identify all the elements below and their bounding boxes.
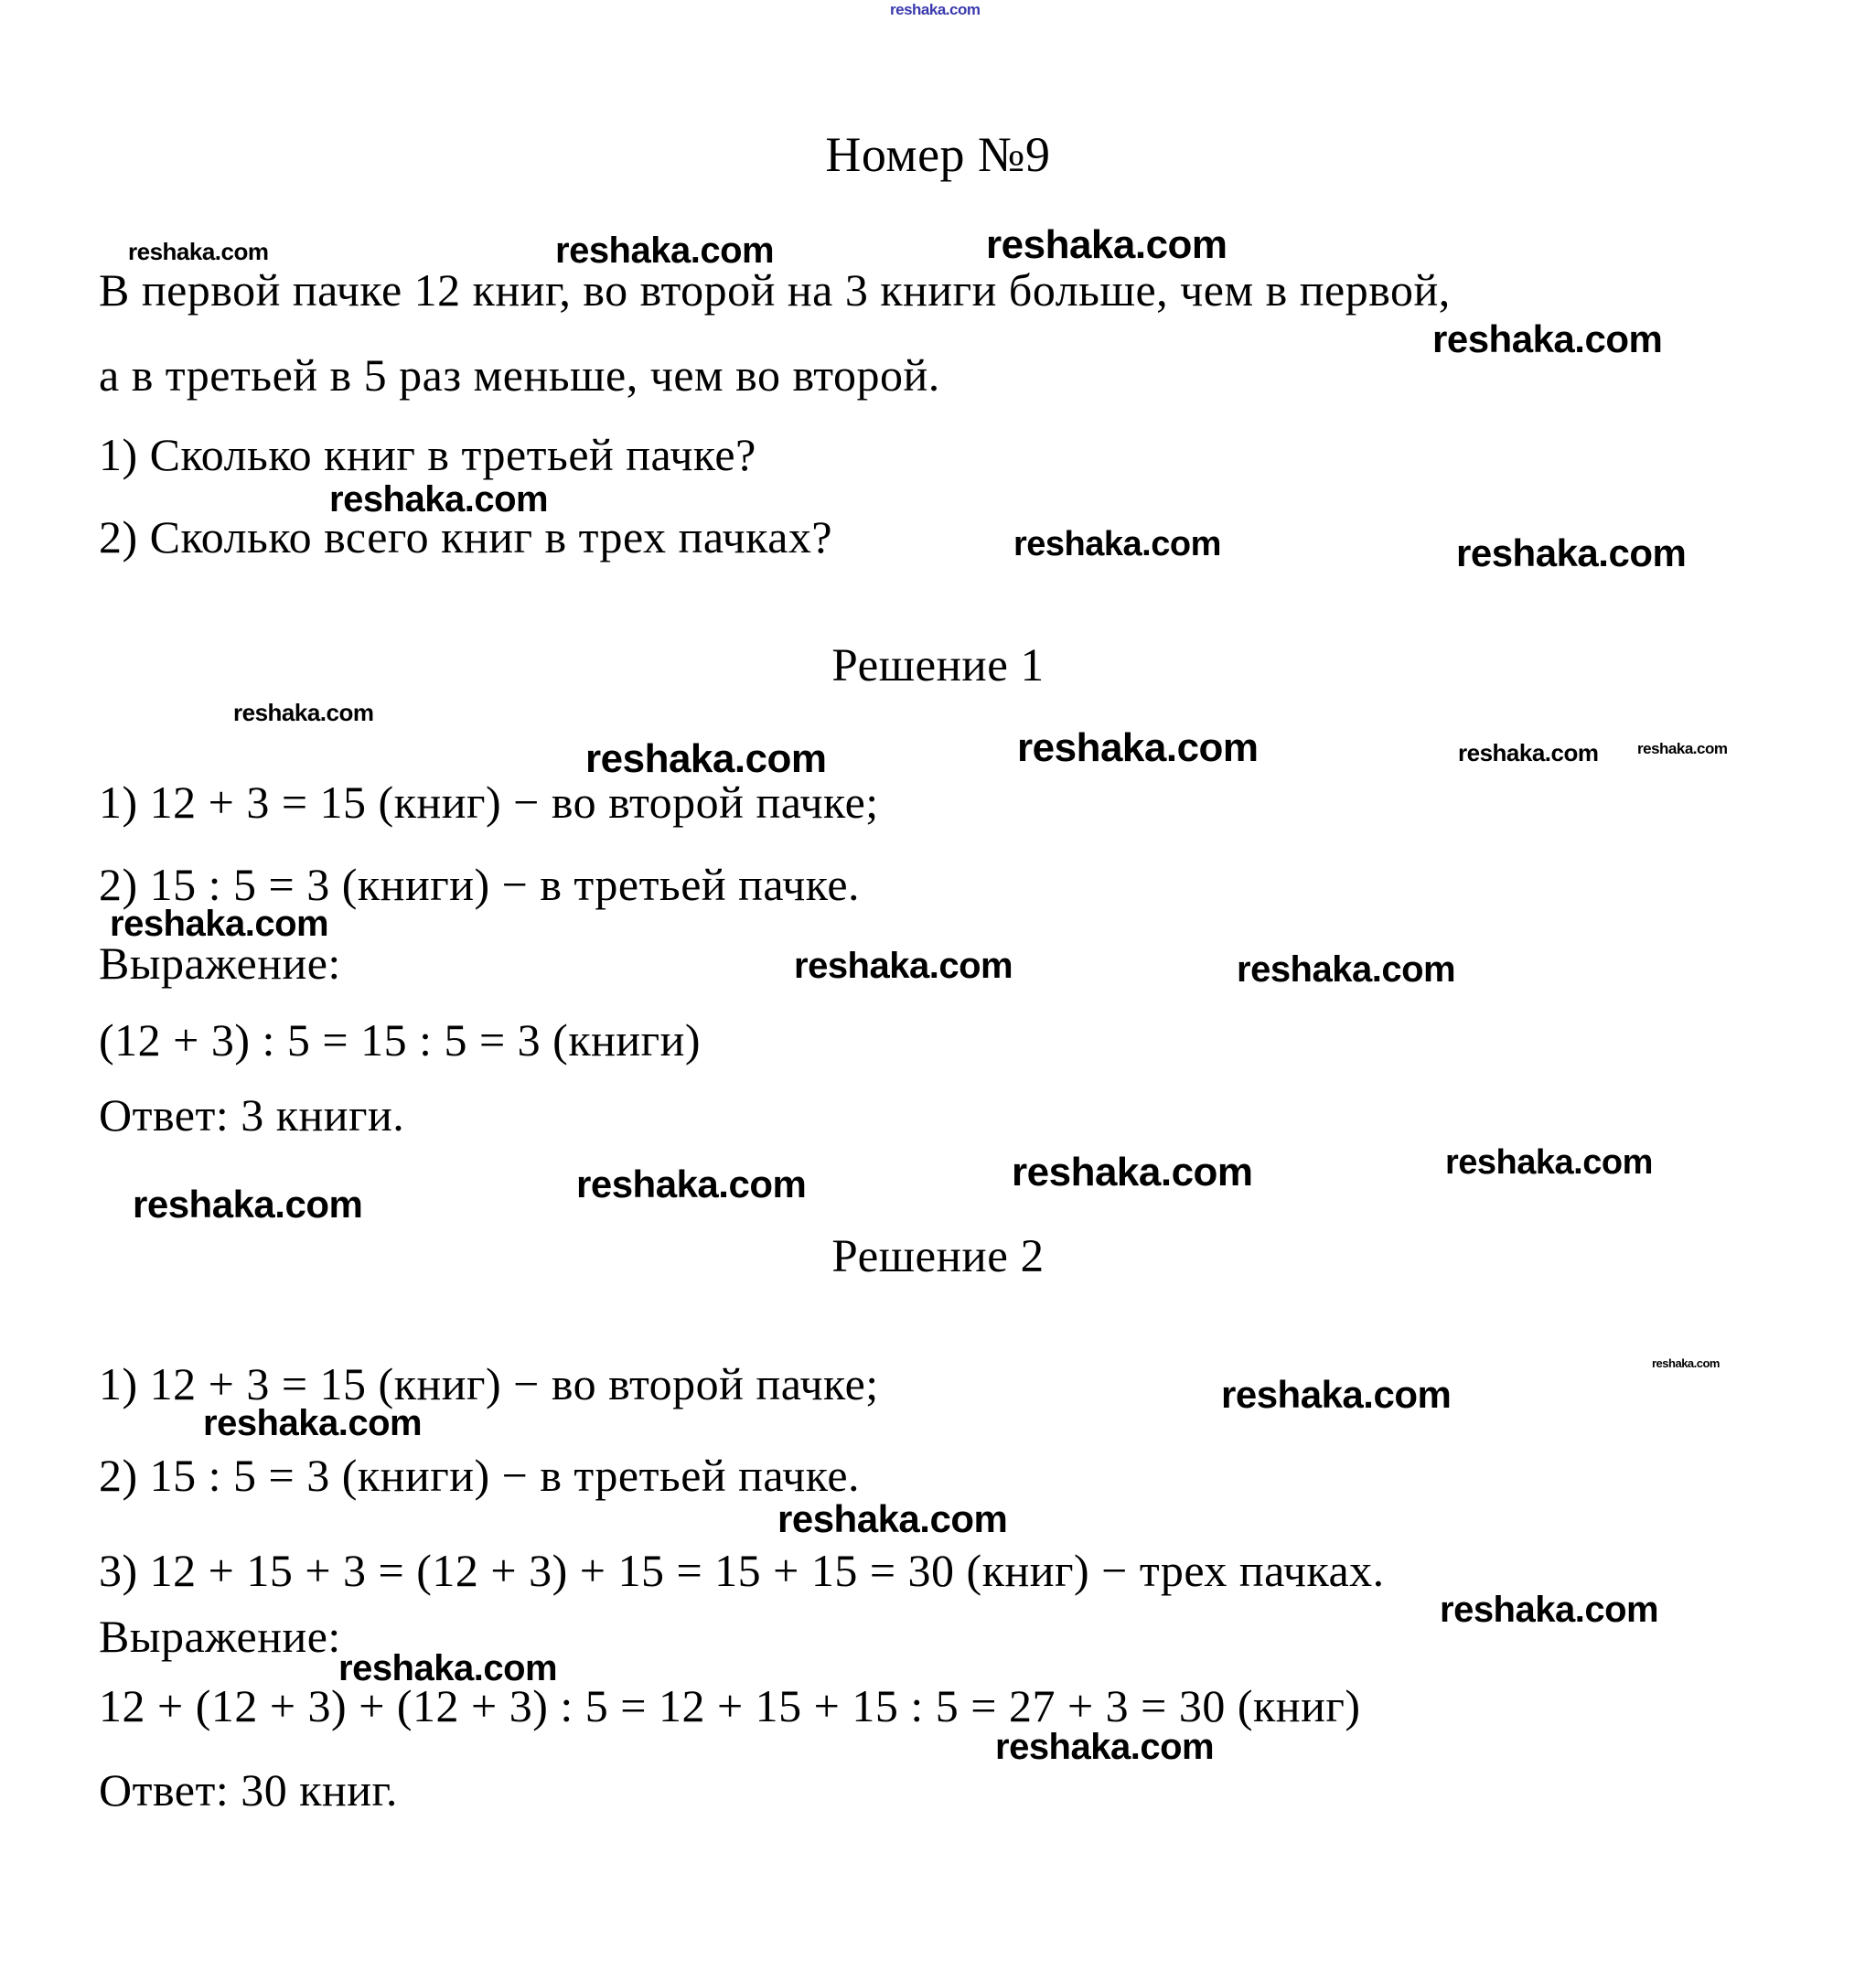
problem-line-2: а в третьей в 5 раз меньше, чем во второй. [99,349,940,401]
solution-1-answer: Ответ: 3 книги. [99,1089,405,1141]
watermark-text: reshaka.com [576,1162,807,1205]
watermark-text: reshaka.com [1017,725,1259,770]
watermark-text: reshaka.com [1652,1356,1720,1370]
solution-1-expression-label: Выражение: [99,937,341,989]
watermark-text: reshaka.com [1432,317,1663,360]
problem-question-1: 1) Сколько книг в третьей пачке? [99,429,756,480]
solution-2-step-3: 3) 12 + 15 + 3 = (12 + 3) + 15 = 15 + 15 = 30 (книг) − трех пачках. [99,1545,1385,1596]
watermark-text: reshaka.com [555,230,775,271]
watermark-text: reshaka.com [1221,1373,1452,1416]
solution-2-expression-label: Выражение: [99,1611,341,1662]
watermark-text: reshaka.com [110,904,329,944]
watermark-text: reshaka.com [1458,739,1599,766]
watermark-text: reshaka.com [890,1,981,18]
watermark-text: reshaka.com [1637,740,1728,757]
watermark-text: reshaka.com [1012,1150,1253,1195]
page-title: Номер №9 [825,127,1051,182]
watermark-text: reshaka.com [203,1403,423,1443]
watermark-text: reshaka.com [1013,525,1221,563]
solution-2-expression: 12 + (12 + 3) + (12 + 3) : 5 = 12 + 15 + 15 : 5 = 27 + 3 = 30 (книг) [99,1680,1361,1731]
watermark-text: reshaka.com [133,1183,363,1226]
watermark-text: reshaka.com [233,699,374,726]
watermark-text: reshaka.com [585,736,827,781]
watermark-text: reshaka.com [1237,949,1456,990]
watermark-text: reshaka.com [777,1497,1008,1540]
watermark-text: reshaka.com [995,1727,1215,1767]
watermark-text: reshaka.com [329,479,549,520]
solution-2-step-2: 2) 15 : 5 = 3 (книги) − в третьей пачке. [99,1450,861,1501]
watermark-text: reshaka.com [1456,531,1687,574]
solution-1-step-1: 1) 12 + 3 = 15 (книг) − во второй пачке; [99,777,879,828]
problem-line-1: В первой пачке 12 книг, во второй на 3 книги больше, чем в первой, [99,264,1451,316]
watermark-text: reshaka.com [794,946,1013,986]
solution-1-heading: Решение 1 [831,640,1045,691]
watermark-text: reshaka.com [128,238,269,265]
solution-1-step-2: 2) 15 : 5 = 3 (книги) − в третьей пачке. [99,859,861,910]
watermark-text: reshaka.com [986,222,1227,267]
solution-2-answer: Ответ: 30 книг. [99,1764,398,1816]
solution-1-expression: (12 + 3) : 5 = 15 : 5 = 3 (книги) [99,1014,702,1066]
watermark-text: reshaka.com [1440,1590,1659,1630]
solution-2-step-1: 1) 12 + 3 = 15 (книг) − во второй пачке; [99,1358,879,1409]
watermark-text: reshaka.com [338,1648,558,1688]
problem-question-2: 2) Сколько всего книг в трех пачках? [99,511,833,562]
solution-2-heading: Решение 2 [831,1231,1045,1282]
watermark-text: reshaka.com [1445,1143,1653,1182]
